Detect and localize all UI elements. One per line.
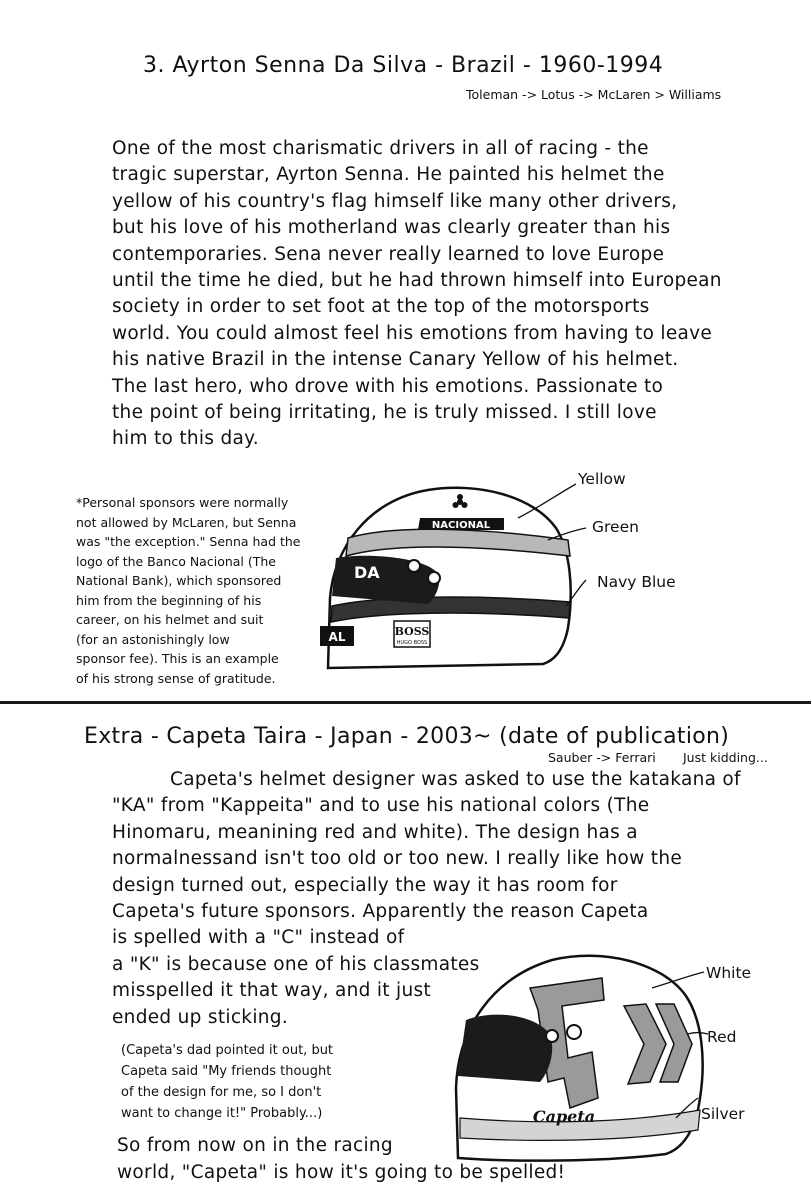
note-line: of the design for me, so I don't (121, 1085, 322, 1100)
text-line: his native Brazil in the intense Canary Yellow of his helmet. (112, 349, 679, 371)
label-red: Red (707, 1028, 737, 1046)
text-line: but his love of his motherland was clearly greater than his (112, 217, 671, 239)
text-line: contemporaries. Sena never really learned to love Europe (112, 243, 665, 265)
text-line: him to this day. (112, 428, 259, 450)
note-line: was "the exception." Senna had the (76, 534, 301, 549)
capeta-teams: Sauber -> Ferrari (548, 750, 656, 765)
text-line: Capeta's future sponsors. Apparently the reason Capeta (112, 901, 649, 923)
label-yellow: Yellow (578, 470, 626, 488)
visor-screw-icon (546, 1030, 558, 1042)
note-line: not allowed by McLaren, but Senna (76, 514, 297, 530)
visor-logo: DA (354, 563, 380, 582)
text-line: a "K" is because one of his classmates (112, 953, 480, 975)
note-line: Capeta said "My friends thought (121, 1064, 332, 1079)
text-line: So from now on in the racing (117, 1135, 393, 1156)
text-line: misspelled it that way, and it just (112, 980, 431, 1002)
label-green: Green (592, 518, 639, 536)
text-line: the point of being irritating, he is truly missed. I still love (112, 402, 657, 424)
sponsor-note (76, 493, 346, 688)
helmet-name: Capeta (532, 1107, 596, 1126)
text-line: is spelled with a "C" instead of (112, 927, 405, 949)
note-line: National Bank), which sponsored (76, 573, 282, 588)
visor-screw-icon (428, 572, 440, 584)
note-line: (Capeta's dad pointed it out, but (121, 1043, 334, 1058)
visor-screw-icon (567, 1025, 581, 1039)
note-line: logo of the Banco Nacional (The (76, 553, 276, 569)
text-line: yellow of his country's flag himself like many other drivers, (112, 190, 678, 212)
note-line: sponsor fee). This is an example (76, 651, 279, 666)
senna-title: 3. Ayrton Senna Da Silva - Brazil - 1960-1994 (143, 53, 664, 78)
text-line: until the time he died, but he had thrown himself into European (112, 270, 722, 292)
note-line: him from the beginning of his (76, 592, 262, 608)
visor-opening (458, 1015, 552, 1082)
senna-paragraph (112, 136, 772, 453)
yellow-pointer (518, 484, 576, 518)
text-line: ended up sticking. (112, 1006, 289, 1028)
text-line: One of the most charismatic drivers in all of racing - the (112, 138, 649, 159)
senna-helmet-illustration (318, 478, 588, 678)
text-line: design turned out, especially the way it has room for (112, 874, 618, 896)
text-line: "KA" from "Kappeita" and to use his national colors (The (112, 795, 650, 817)
text-line: world, "Capeta" is how it's going to be spelled! (117, 1162, 566, 1183)
senna-teams: Toleman -> Lotus -> McLaren > Williams (466, 87, 722, 102)
text-line: tragic superstar, Ayrton Senna. He painted his helmet the (112, 164, 665, 186)
note-line: (for an astonishingly low (76, 631, 230, 647)
capeta-helmet-illustration (452, 948, 712, 1168)
note-line: career, on his helmet and suit (76, 612, 264, 627)
note-line: *Personal sponsors were normally (76, 495, 289, 510)
just-kidding: Just kidding... (683, 750, 768, 765)
text-line: The last hero, who drove with his emotions. Passionate to (112, 375, 664, 397)
side-logo: AL (328, 630, 346, 644)
text-line: society in order to set foot at the top of the motorsports (112, 296, 650, 318)
text-line: world. You could almost feel his emotions from having to leave (112, 322, 713, 344)
boss-logo: BOSS (394, 625, 430, 638)
dad-note (121, 1040, 333, 1124)
label-white: White (706, 964, 752, 982)
text-line: Hinomaru, meanining red and white). The design has a (112, 821, 638, 843)
label-silver: Silver (701, 1105, 745, 1123)
label-navy-blue: Navy Blue (597, 573, 676, 591)
text-line: normalnessand isn't too old or too new. I really like how the (112, 848, 683, 870)
boss-sub-logo: HUGO BOSS (396, 640, 428, 646)
capeta-title: Extra - Capeta Taira - Japan - 2003~ (date of publication) (84, 724, 730, 749)
text-line: Capeta's helmet designer was asked to use the katakana of (170, 769, 741, 790)
note-line: want to change it!" Probably...) (121, 1106, 323, 1121)
section-divider (0, 701, 811, 704)
note-line: of his strong sense of gratitude. (76, 670, 276, 686)
visor-screw-icon (408, 560, 420, 572)
nacional-logo: NACIONAL (431, 520, 491, 531)
